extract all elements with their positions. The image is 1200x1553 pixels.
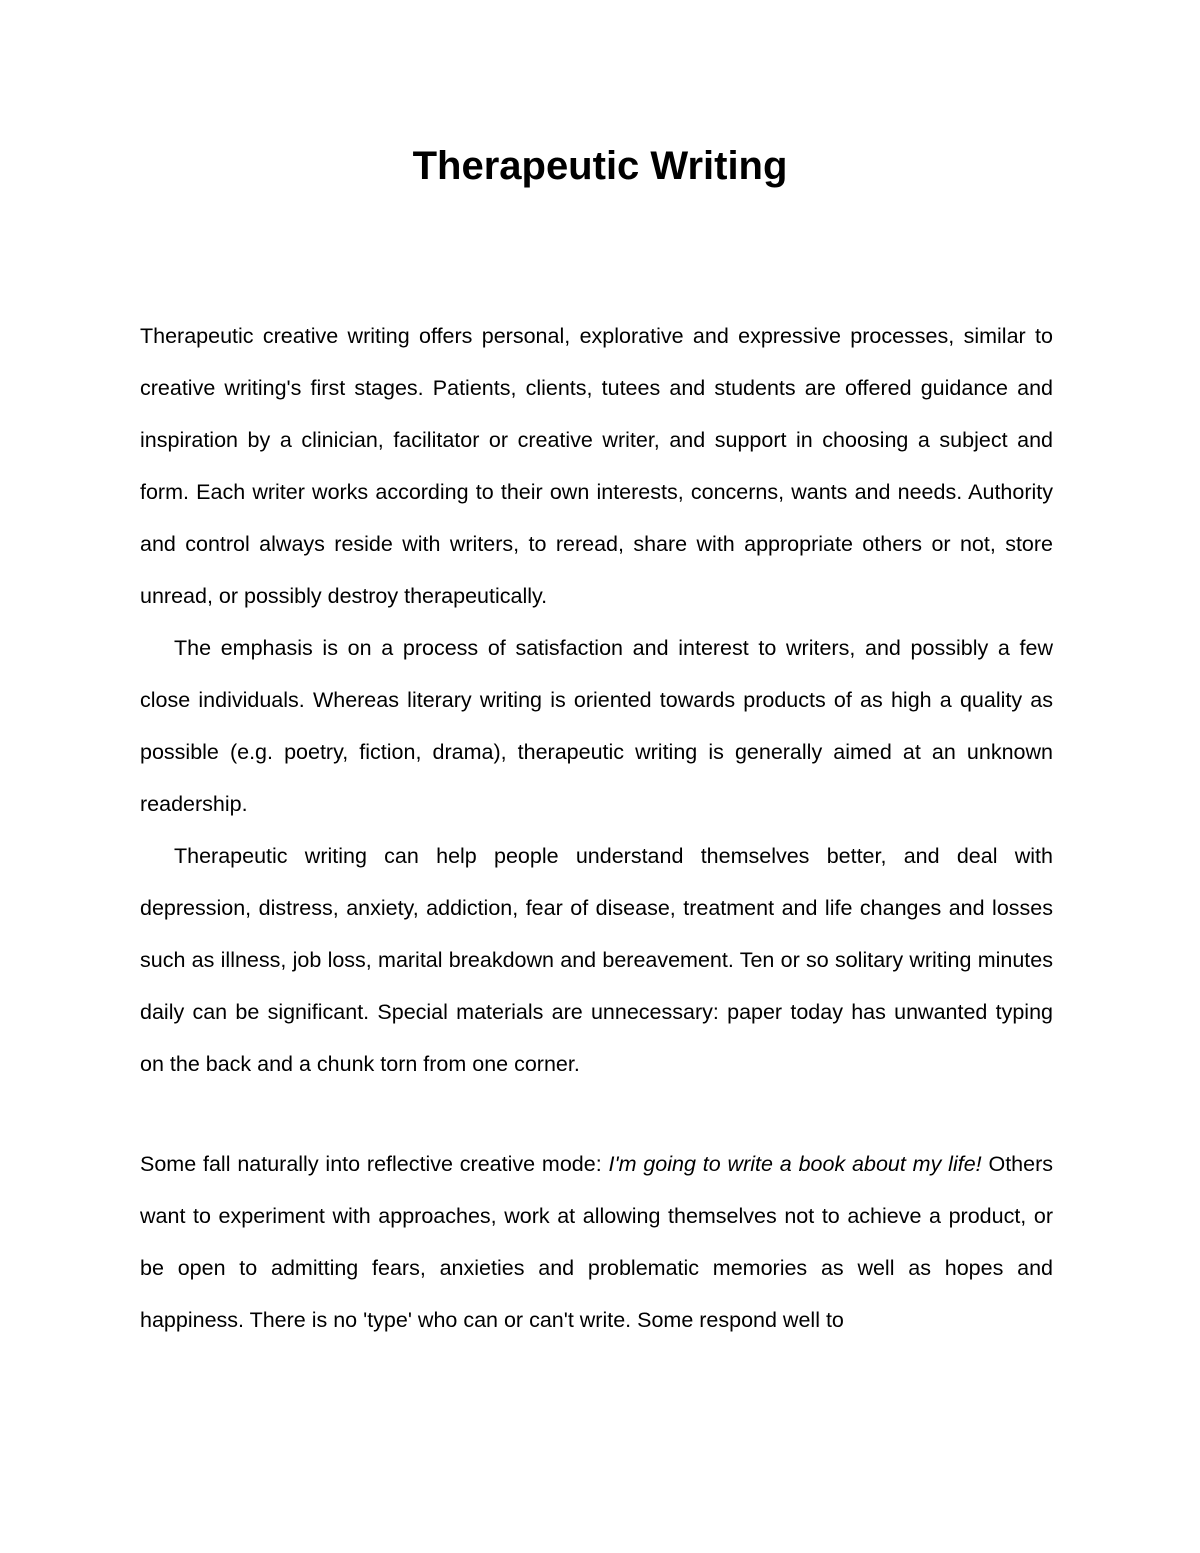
paragraph-4-italic-quote: I'm going to write a book about my life!: [608, 1152, 982, 1176]
paragraph-4-lead: Some fall naturally into reflective creative mode:: [140, 1152, 609, 1176]
paragraph-3: Therapeutic writing can help people understand themselves better, and deal with depression, distress, anxiety, addiction, fear of disease, treatment and life changes and losses such as illness, job loss, marital breakdown and bereavement. Ten or so solitary writing minutes daily can be significant. Special materials are unnecessary: paper today has unwanted typing on the back and a chunk torn from one corner.: [140, 844, 1053, 1076]
body-text-block-2: [140, 1138, 1053, 1346]
paragraph-4: [140, 1138, 1053, 1346]
body-text-block: [140, 310, 1053, 1090]
paragraph-4-rest: Others want to experiment with approaches, work at allowing themselves not to achieve a product, or be open to admitting fears, anxieties and problematic memories as well as hopes and happiness. There is no 'type' who can or can't write. Some respond well to: [140, 1152, 1053, 1332]
paragraph-1: Therapeutic creative writing offers personal, explorative and expressive processes, similar to creative writing's first stages. Patients, clients, tutees and students are offered guidance and inspiration by a clinician, facilitator or creative writer, and support in choosing a subject and form. Each writer works according to their own interests, concerns, wants and needs. Authority and control always reside with writers, to reread, share with appropriate others or not, store unread, or possibly destroy therapeutically.: [140, 324, 1053, 608]
document-title: Therapeutic Writing: [412, 144, 788, 188]
paragraph-2: The emphasis is on a process of satisfaction and interest to writers, and possibly a few close individuals. Whereas literary writing is oriented towards products of as high a quality as possible (e.g. poetry, fiction, drama), therapeutic writing is generally aimed at an unknown readership.: [140, 636, 1053, 816]
